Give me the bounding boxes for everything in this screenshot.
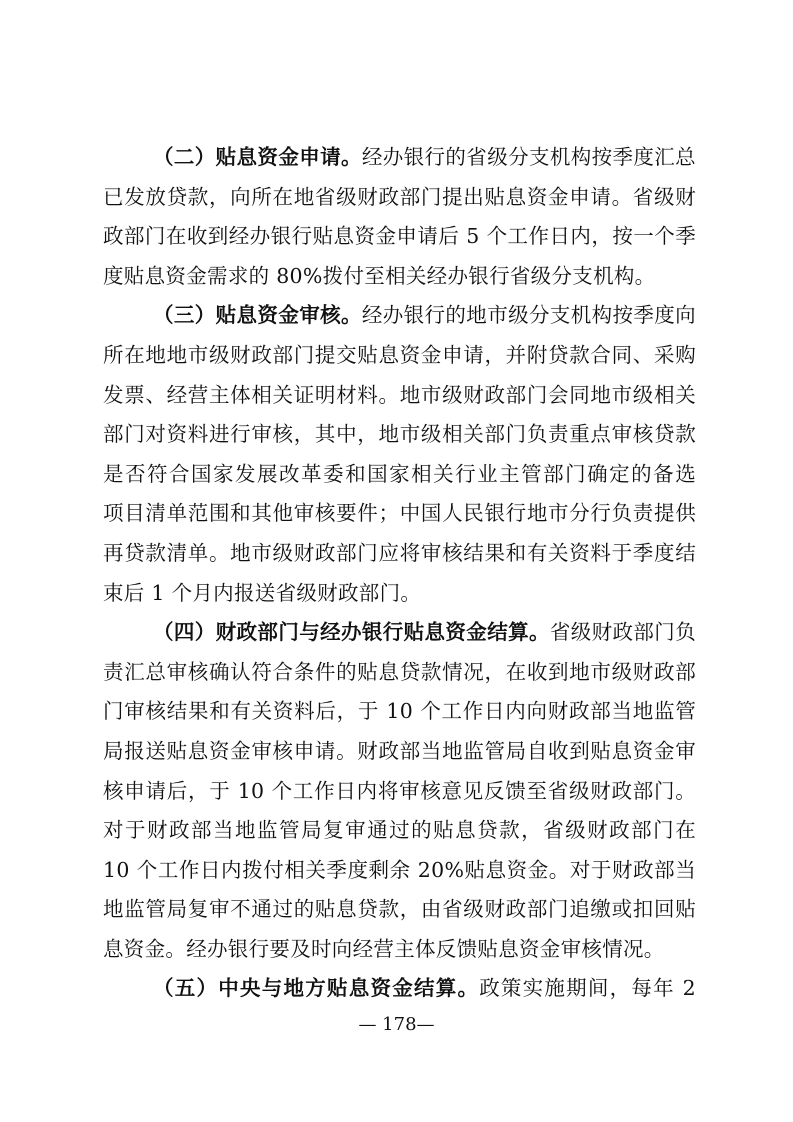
paragraph-line: 地监管局复审不通过的贴息贷款，由省级财政部门追缴或扣回贴 [103, 897, 696, 922]
line-text: 政策实施期间，每年 2 [479, 976, 697, 1001]
paragraph-line: 局报送贴息资金审核申请。财政部当地监管局自收到贴息资金审 [103, 738, 696, 763]
paragraph-line: 门审核结果和有关资料后，于 10 个工作日内向财政部当地监管 [103, 699, 696, 724]
paragraph-line: 政部门在收到经办银行贴息资金申请后 5 个工作日内，按一个季 [103, 224, 696, 249]
paragraph-line: 度贴息资金需求的 80%拨付至相关经办银行省级分支机构。 [103, 263, 656, 288]
paragraph-line: 对于财政部当地监管局复审通过的贴息贷款，省级财政部门在 [103, 818, 696, 843]
paragraph-line: 是否符合国家发展改革委和国家相关行业主管部门确定的备选 [103, 461, 696, 486]
section-heading-3: （三）贴息资金审核。 [153, 303, 362, 328]
line-text: 经办银行的省级分支机构按季度汇总 [361, 145, 696, 169]
paragraph-line [103, 969, 696, 1009]
paragraph-line: 已发放贷款，向所在地省级财政部门提出贴息资金申请。省级财 [103, 184, 696, 209]
section-heading-4: （四）财政部门与经办银行贴息资金结算。 [153, 620, 550, 645]
paragraph-line: 项目清单范围和其他审核要件；中国人民银行地市分行负责提供 [103, 501, 696, 526]
paragraph-line: 部门对资料进行审核，其中，地市级相关部门负责重点审核贷款 [103, 422, 696, 447]
section-heading-2: （二）贴息资金申请。 [153, 145, 362, 169]
paragraph-line: 责汇总审核确认符合条件的贴息贷款情况，在收到地市级财政部 [103, 659, 696, 684]
paragraph-line: 所在地地市级财政部门提交贴息资金申请，并附贷款合同、采购 [103, 342, 696, 367]
paragraph-line: 10 个工作日内拨付相关季度剩余 20%贴息资金。对于财政部当 [103, 857, 696, 882]
paragraph-line: 息资金。经办银行要及时向经营主体反馈贴息资金审核情况。 [103, 936, 665, 961]
line-text: 省级财政部门负 [549, 620, 696, 645]
paragraph-line: 再贷款清单。地市级财政部门应将审核结果和有关资料于季度结 [103, 540, 696, 565]
paragraph-line [103, 613, 696, 653]
page-number: — 178— [358, 1014, 435, 1035]
line-text: 经办银行的地市级分支机构按季度向 [361, 303, 696, 328]
paragraph-line: 发票、经营主体相关证明材料。地市级财政部门会同地市级相关 [103, 382, 696, 407]
body-text [103, 138, 696, 1009]
paragraph-line: 束后 1 个月内报送省级财政部门。 [103, 580, 422, 605]
paragraph-line: 核申请后，于 10 个工作日内将审核意见反馈至省级财政部门。 [103, 778, 696, 803]
paragraph-line [103, 138, 696, 178]
section-heading-5: （五）中央与地方贴息资金结算。 [153, 976, 480, 1001]
paragraph-line [103, 296, 696, 336]
